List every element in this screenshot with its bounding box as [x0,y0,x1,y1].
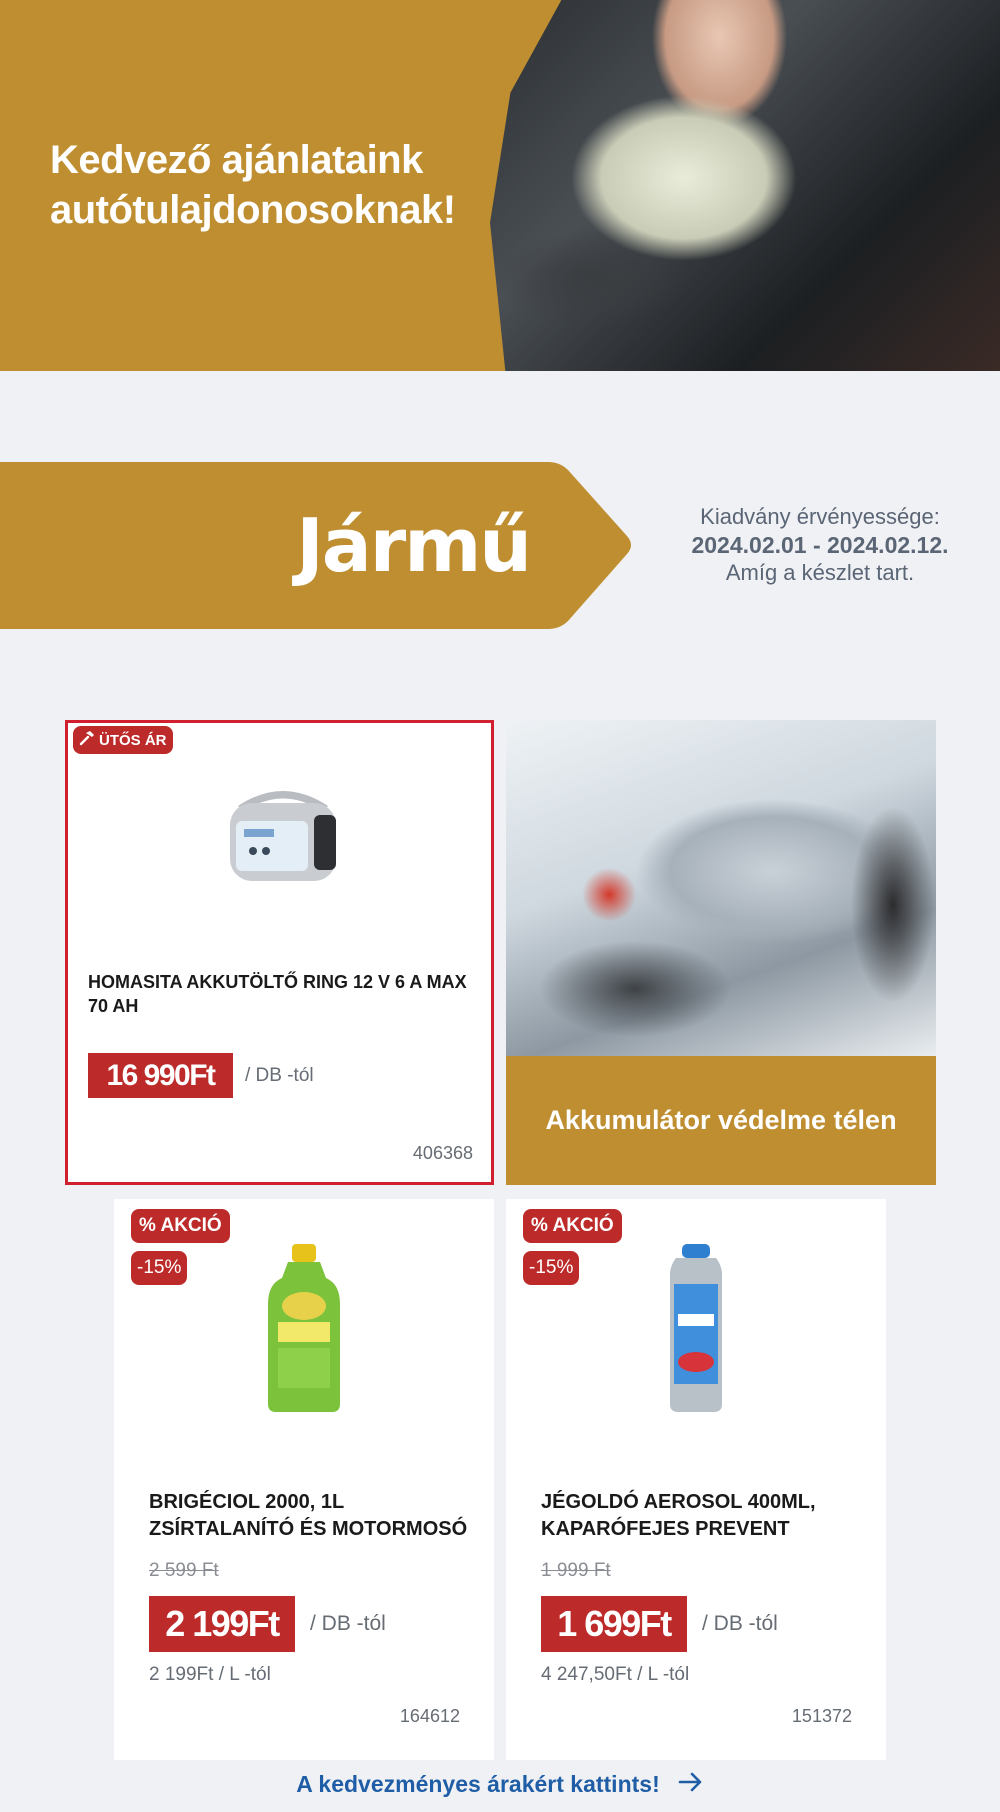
validity-dates: 2024.02.01 - 2024.02.12. [691,532,949,558]
price-unit: / DB -tól [310,1612,386,1635]
badge-label: ÜTŐS ÁR [99,731,167,749]
product-title[interactable]: BRIGÉCIOL 2000, 1L ZSÍRTALANÍTÓ ÉS MOTORMOSÓ [149,1491,468,1540]
validity-stock-note: Amíg a készlet tart. [725,560,915,585]
discount-prices-link[interactable] [0,1764,1000,1804]
product-price: 16 990Ft [88,1053,233,1098]
discount-badge: -15% [131,1251,187,1285]
product-title[interactable]: JÉGOLDÓ AEROSOL 400ML, KAPARÓFEJES PREVENT [541,1491,816,1540]
discount-badge: -15% [523,1251,579,1285]
promo-label[interactable]: Akkumulátor védelme télen [545,1105,897,1135]
arrow-right-icon[interactable] [678,1771,704,1798]
hero-title: Kedvező ajánlataink autótulajdonosoknak! [50,138,456,232]
product-price: 1 699Ft [541,1596,687,1652]
product-title[interactable]: HOMASITA AKKUTÖLTŐ RING 12 V 6 A MAX 70 AH [88,972,467,1016]
promo-jumpstart-photo [506,720,936,1056]
hammer-icon [79,730,95,750]
category-title: Jármű [296,502,530,589]
validity-label: Kiadvány érvényessége: [700,504,940,529]
promo-tile-battery-winter[interactable] [506,720,936,1185]
sale-badge: % AKCIÓ [131,1209,230,1243]
product-sku: 164612 [399,1706,460,1726]
product-card-brigeciol[interactable] [114,1199,494,1760]
hero-engine-photo [490,0,1000,371]
unit-price: 4 247,50Ft / L -tól [541,1664,690,1685]
product-card-jegoldo[interactable] [506,1199,886,1760]
product-sku: 151372 [791,1706,852,1726]
product-sku: 406368 [412,1143,473,1163]
unit-price: 2 199Ft / L -tól [149,1664,271,1685]
hero-banner[interactable] [0,0,1000,371]
price-unit: / DB -tól [702,1612,778,1635]
old-price: 2 599 Ft [149,1560,219,1581]
product-image-charger [218,781,348,886]
product-image-spray-can [666,1244,726,1414]
product-card-battery-charger[interactable] [65,720,494,1185]
product-price: 2 199Ft [149,1596,295,1652]
price-unit: / DB -tól [245,1065,314,1086]
validity-info [670,503,970,587]
cta-label[interactable]: A kedvezményes árakért kattints! [296,1770,660,1797]
old-price: 1 999 Ft [541,1560,611,1581]
category-banner [0,462,635,629]
product-image-bottle [264,1244,344,1414]
sale-badge: % AKCIÓ [523,1209,622,1243]
hot-price-badge [73,726,173,754]
